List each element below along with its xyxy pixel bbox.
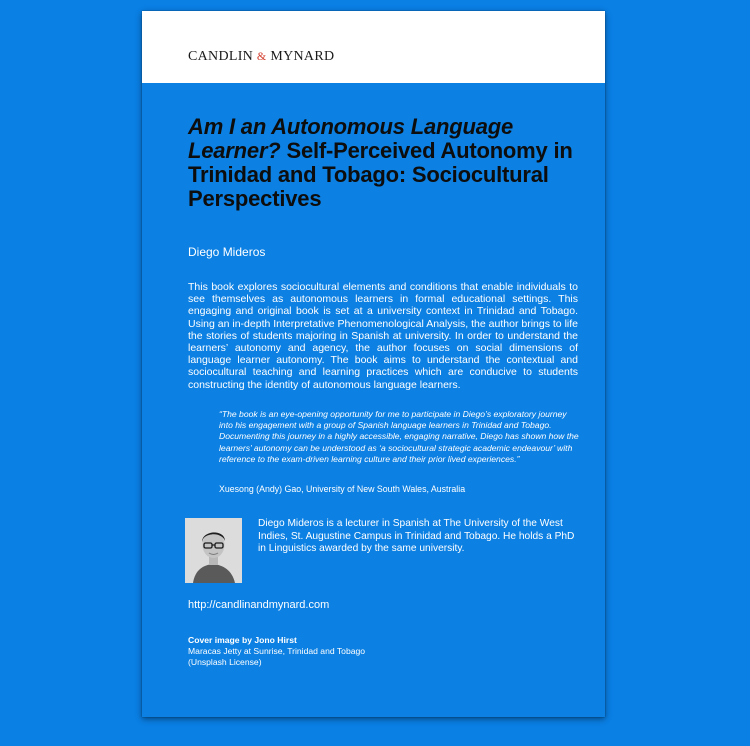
- cover-credit-heading: Cover image by Jono Hirst: [188, 635, 297, 645]
- publisher-ampersand: &: [256, 49, 267, 63]
- author-portrait-icon: [185, 518, 242, 583]
- book-back-cover: [142, 11, 605, 717]
- endorsement-quote: “The book is an eye-opening opportunity for me to participate in Diego’s exploratory journey into his engagement with a group of Spanish language learners in Trinidad and Tobago. Documenting this journey in a highly accessible, engaging narrative, Diego has shown how the learners’ autonomy can be understood as ‘a sociocultural strategic academic endeavour’ with reference to the exam-driven learning culture and their prior lived experiences.”: [219, 409, 579, 464]
- book-description: This book explores sociocultural elements and conditions that enable individuals to see themselves as autonomous learners in formal educational settings. This engaging and original book is set at a university context in Trinidad and Tobago. Using an in-depth Interpretative Phenomenological Analysis, the author brings to life the stories of students majoring in Spanish at university. In order to understand the learners’ autonomy and agency, the author focuses on social dimensions of language learner autonomy. The book aims to understand the contextual and sociocultural teaching and learning practices which are conducive to students constructing the identity of autonomous language learners.: [188, 281, 578, 391]
- publisher-website: http://candlinandmynard.com: [188, 599, 330, 611]
- book-title-italic: Am I an Autonomous Language Learner?: [188, 114, 514, 163]
- publisher-logo: [188, 49, 334, 65]
- cover-credit: [188, 635, 365, 668]
- endorsement-attribution: Xuesong (Andy) Gao, University of New South Wales, Australia: [219, 484, 466, 494]
- author-name: Diego Mideros: [188, 245, 266, 259]
- author-bio: Diego Mideros is a lecturer in Spanish at The University of the West Indies, St. Augustine Campus in Trinidad and Tobago. He holds a PhD in Linguistics awarded by the same university.: [258, 518, 575, 554]
- author-photo: [185, 518, 242, 583]
- publisher-name-part2: MYNARD: [270, 49, 335, 64]
- publisher-band: [142, 11, 605, 83]
- book-title-rest: Self-Perceived Autonomy in Trinidad and Tobago: Sociocultural Perspectives: [188, 138, 573, 211]
- publisher-name-part1: CANDLIN: [188, 49, 254, 64]
- cover-credit-line1: Maracas Jetty at Sunrise, Trinidad and Tobago: [188, 646, 366, 656]
- book-title: [188, 115, 588, 211]
- cover-credit-line2: (Unsplash License): [188, 657, 262, 667]
